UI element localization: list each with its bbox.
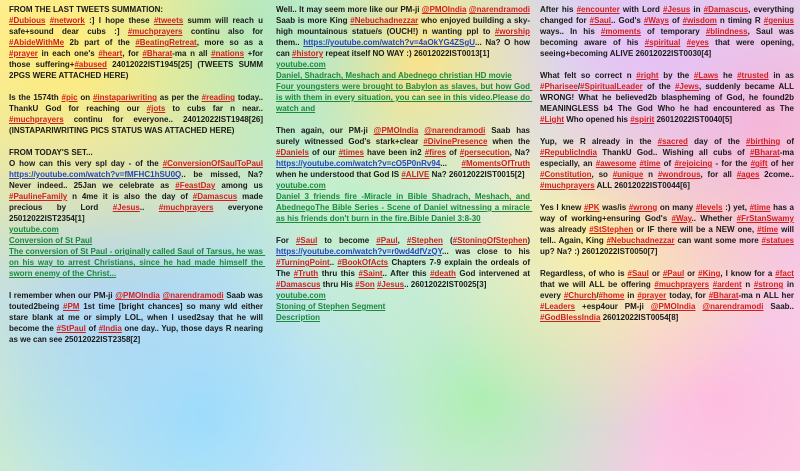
hashtag-link[interactable]: #Ways (643, 16, 669, 25)
hashtag-link[interactable]: #Way (671, 214, 692, 223)
hashtag-link[interactable]: #strong (753, 280, 784, 289)
hashtag-link[interactable]: #ConversionOfSaulToPaul (162, 159, 263, 168)
hashtag-link[interactable]: #DivinePresence (423, 137, 488, 146)
hashtag-link[interactable]: #birthing (746, 137, 781, 146)
hashtag-link[interactable]: #moments (600, 27, 641, 36)
hashtag-link[interactable]: #instapariwriting (92, 93, 157, 102)
hashtag-link[interactable]: #Paul (662, 269, 685, 278)
post-text: Well.. It may seem more like our PM-ji @PMOIndia @narendramodi Saab is more King #Nebuchadnezzar who enjoyed building a sky-high mountainous statue/s (OUCH!) n wanting ppl to #worship them.. https://youtube.com/watch?v=4aOkYG4ZSgU... Na? O how can #history repeat itself NO WAY :) 26012022IST0013[1] youtube.com Daniel, Shadrach, Meshach and Abednego christian HD movie Four youngsters were brought to Babylon as slaves, but how God is with them in every situation, you can see in this video.Please do watch and (276, 5, 533, 113)
hashtag-link[interactable]: #jots (146, 104, 166, 113)
hashtag-link[interactable]: #Jesus (663, 5, 691, 14)
link-card-line[interactable]: Conversion of St Paul (9, 236, 93, 245)
url-link[interactable]: https://youtube.com/watch?v=cO5P0nRv94 (276, 159, 441, 168)
post-saul-to-paul (276, 235, 533, 323)
hashtag-link[interactable]: #GodBlessIndia (540, 313, 601, 322)
hashtag-link[interactable]: #PK (583, 203, 600, 212)
hashtag-link[interactable]: #Paul (376, 236, 398, 245)
hashtag-link[interactable]: #tweets (153, 16, 184, 25)
hashtag-link[interactable]: #Nebuchadnezzar (350, 16, 419, 25)
hashtag-link[interactable]: #Pharisee (540, 82, 578, 91)
hashtag-link[interactable]: #muchprayers (654, 280, 710, 289)
hashtag-link[interactable]: #rejoicing (674, 159, 713, 168)
hashtag-link[interactable]: #Saul (627, 269, 649, 278)
hashtag-link[interactable]: #muchprayers (127, 27, 183, 36)
hashtag-link[interactable]: #Dubious (9, 16, 46, 25)
post-pk-wrong (540, 202, 797, 257)
hashtag-link[interactable]: @PMOIndia (373, 126, 419, 135)
hashtag-link[interactable]: #Damascus (192, 192, 238, 201)
hashtag-link[interactable]: #muchprayers (540, 181, 595, 190)
hashtag-link[interactable]: #BookOfActs (337, 258, 389, 267)
hashtag-link[interactable]: #time (749, 203, 771, 212)
hashtag-link[interactable]: #Saul (589, 16, 612, 25)
hashtag-link[interactable]: #PaulineFamily (9, 192, 68, 201)
url-link[interactable]: https://youtube.com/watch?v=4aOkYG4ZSgU (303, 38, 476, 47)
hashtag-link[interactable]: #AbideWithMe (9, 38, 65, 47)
post-summation (9, 4, 266, 81)
hashtag-link[interactable]: @PMOIndia (115, 291, 160, 300)
post-conversion-of-paul (9, 147, 266, 279)
post-daniels-fire (276, 125, 533, 224)
hashtag-link[interactable]: #Damascus (276, 280, 321, 289)
hashtag-link[interactable]: #ardent (712, 280, 742, 289)
column-left (9, 4, 266, 469)
hashtag-link[interactable]: #encounter (576, 5, 620, 14)
hashtag-link[interactable]: #prayer (637, 291, 667, 300)
hashtag-link[interactable]: #heart (98, 49, 123, 58)
hashtag-link[interactable]: @PMOIndia (421, 5, 467, 14)
hashtag-link[interactable]: #spiritual (644, 38, 681, 47)
link-card-line[interactable]: youtube.com (276, 291, 326, 300)
post-encounter-damascus (540, 4, 797, 59)
post-text: Regardless, of who is #Saul or #Paul or #King, I know for a #fact that we will ALL be offering #muchprayers #ardent n #strong in every #Church/#home in #prayer today, for #Bharat-ma n ALL her #Leaders +esp4our PM-ji @PMOIndia @narendramodi Saab.. #GodBlessIndia 26012022IST0054[8] (540, 269, 797, 322)
hashtag-link[interactable]: @narendramodi (468, 5, 530, 14)
hashtag-link[interactable]: #Bharat (749, 148, 780, 157)
hashtag-link[interactable]: #muchprayers (9, 115, 64, 124)
link-card-line[interactable]: youtube.com (276, 181, 326, 190)
hashtag-link[interactable]: #persecution (459, 148, 510, 157)
hashtag-link[interactable]: #unique (612, 170, 644, 179)
hashtag-link[interactable]: #PM (63, 302, 80, 311)
hashtag-link[interactable]: #pic (61, 93, 78, 102)
hashtag-link[interactable]: #Leaders (540, 302, 576, 311)
hashtag-link[interactable]: #BeatingRetreat (135, 38, 197, 47)
hashtag-link[interactable]: #Laws (693, 71, 719, 80)
hashtag-link[interactable]: #SpiritualLeader (580, 82, 643, 91)
link-card-line[interactable]: youtube.com (9, 225, 59, 234)
hashtag-link[interactable]: #sacred (657, 137, 688, 146)
column-right (540, 4, 797, 469)
post-st-paul-of-india (9, 290, 266, 345)
hashtag-link[interactable]: #wondrous (657, 170, 701, 179)
hashtag-link[interactable]: #time (757, 225, 779, 234)
hashtag-link[interactable]: #Son (355, 280, 375, 289)
hashtag-link[interactable]: #Nebuchadnezzar (606, 236, 675, 245)
hashtag-link[interactable]: #Bharat (142, 49, 173, 58)
hashtag-link[interactable]: #ages (736, 170, 760, 179)
hashtag-link[interactable]: #StoningOfStephen (452, 236, 528, 245)
hashtag-link[interactable]: #reading (201, 93, 235, 102)
hashtag-link[interactable]: #spirit (630, 115, 655, 124)
hashtag-link[interactable]: #StPaul (56, 324, 86, 333)
hashtag-link[interactable]: #India (98, 324, 122, 333)
hashtag-link[interactable]: #King (698, 269, 721, 278)
hashtag-link[interactable]: #network (49, 16, 85, 25)
hashtag-link[interactable]: @narendramodi (162, 291, 224, 300)
hashtag-link[interactable]: #prayer (9, 49, 38, 58)
hashtag-link[interactable]: #levels (695, 203, 723, 212)
post-text: For #Saul to become #Paul, #Stephen (#StoningOfStephen) https://youtube.com/watch?v=r0wd4dfVzQY... was close to his #TurningPoint.. #BookOfActs Chapters 7-9 explain the ordeals of The #Truth thru this #Saint.. After this #death God intervened at #Damascus thru His #Son #Jesus.. 26012022IST0025[3] youtube.com Stoning of Stephen Segment Description (276, 236, 533, 322)
post-text: Then again, our PM-ji @PMOIndia @narendramodi Saab has surely witnessed God's stark+clear #DivinePresence when the #Daniels of our #times have been in2 #fires of #persecution, Na? https://youtube.com/watch?v=cO5P0nRv94... #MomentsOfTruth when he understood that God IS #ALIVE Na? 26012022IST0015[2] youtube.com Daniel 3 friends fire -Miracle in Bible Shadrach, Meshach, and AbednegoThe Bible Series - Scene of Daniel witnessing a miracle as his friends don't burn in the fire.Bible Daniel 3:8-30 (276, 126, 533, 223)
hashtag-link[interactable]: #Stephen (406, 236, 443, 245)
link-card-line[interactable]: Daniel, Shadrach, Meshach and Abednego christian HD movie (276, 71, 512, 80)
hashtag-link[interactable]: #times (338, 148, 364, 157)
hashtag-link[interactable]: #MomentsOfTruth (461, 159, 530, 168)
hashtag-link[interactable]: #wrong (628, 203, 658, 212)
post-text: After his #encounter with Lord #Jesus in #Damascus, everything changed for #Saul.. God's #Ways of #wisdom n timing R #genius ways.. In his #moments of temporary #blindness, Saul was becoming aware of his #spiritual #eyes that were opening, seeing+becoming ALIVE 26012022IST0030[4] (540, 5, 797, 58)
hashtag-link[interactable]: #home (598, 291, 625, 300)
hashtag-link[interactable]: #Constitution (540, 170, 592, 179)
hashtag-link[interactable]: @narendramodi (424, 126, 486, 135)
link-card-line[interactable]: The conversion of St Paul - originally called Saul of Tarsus, he was on his way to arrest Christians, since he had made himself the sworn enemy of the Christ... (9, 247, 266, 278)
post-instapariwriting (9, 92, 266, 136)
hashtag-link[interactable]: #history (292, 49, 324, 58)
hashtag-link[interactable]: #Light (540, 115, 564, 124)
hashtag-link[interactable]: #fires (424, 148, 447, 157)
post-text: I remember when our PM-ji @PMOIndia @narendramodi Saab was touted2being #PM 1st time [bright chances] so many wld either stare blank at me or simply LOL, when I used2say that he will become the #StPaul of #India one day.. Yup, those days R nearing as we can see 25012022IST2358[2] (9, 291, 266, 344)
post-text: Yes I knew #PK was/is #wrong on many #levels :) yet, #time has a way of working+ensuring God's #Way.. Whether #FrStanSwamy was already #StStephen or IF there will be a NEW one, #time will tell.. Again, King #Nebuchadnezzar can want some more #statues up? Na? :) 26012022IST0050[7] (540, 203, 797, 256)
hashtag-link[interactable]: #FeastDay (175, 181, 216, 190)
post-text: What felt so correct n #right by the #Laws he #trusted in as #Pharisee/#SpiritualLeader of the #Jews, suddenly became ALL WRONG! What he believed2b blaspheming of God, he found2b MEANINGLESS b4 The God Who he had encountered as The #Light Who opened his #spirit 26012022IST0040[5] (540, 71, 797, 124)
hashtag-link[interactable]: #abused (74, 60, 107, 69)
hashtag-link[interactable]: #Bharat (708, 291, 739, 300)
hashtag-link[interactable]: #death (430, 269, 456, 278)
hashtag-link[interactable]: #Saul (295, 236, 318, 245)
hashtag-link[interactable]: #ALIVE (401, 170, 430, 179)
post-text: FROM TODAY'S SET... O how can this very spl day - of the #ConversionOfSaulToPaul https://youtube.com/watch?v=fMFHC1hSU0Q.. be missed, Na? Never indeed.. 25Jan we celebrate as #FeastDay among us #PaulineFamily n 4me it is also the day of #Damascus made precious by Lord #Jesus.. #muchprayers everyone 25012022IST2354[1] youtube.com Conversion of St Paul The conversion of St Paul - originally called Saul of Tarsus, he was on his way to arrest Christians, since he had made himself the sworn enemy of the Christ... (9, 148, 266, 278)
hashtag-link[interactable]: #awesome (595, 159, 637, 168)
hashtag-link[interactable]: #Jews (674, 82, 699, 91)
hashtag-link[interactable]: #Truth (293, 269, 319, 278)
hashtag-link[interactable]: @narendramodi (702, 302, 764, 311)
hashtag-link[interactable]: #StStephen (589, 225, 634, 234)
link-card-line[interactable]: Daniel 3 friends fire -Miracle in Bible Shadrach, Meshach, and AbednegoThe Bible Series - Scene of Daniel witnessing a miracle as his friends don't burn in the fire.Bible Daniel 3:8-30 (276, 192, 533, 223)
hashtag-link[interactable]: @PMOIndia (650, 302, 696, 311)
post-god-bless-india (540, 268, 797, 323)
hashtag-link[interactable]: #wisdom (682, 16, 717, 25)
hashtag-link[interactable]: #blindness (705, 27, 748, 36)
hashtag-link[interactable]: #time (639, 159, 661, 168)
column-middle (276, 4, 533, 469)
hashtag-link[interactable]: #eyes (686, 38, 709, 47)
post-text: FROM THE LAST TWEETS SUMMATION: #Dubious #network :] I hope these #tweets summ will reach u safe+sound dear cubs :] #muchprayers continu also for #AbideWithMe 2b part of the #BeatingRetreat, more so as a #prayer in each one's #heart, for #Bharat-ma n all #nations +for those suffering+#abused 24012022IST1945[25] (TWEETS SUMM 2PGS WERE ATTACHED HERE) (9, 5, 266, 80)
hashtag-link[interactable]: #RepublicIndia (540, 148, 597, 157)
hashtag-link[interactable]: #genius (763, 16, 794, 25)
hashtag-link[interactable]: #FrStanSwamy (736, 214, 794, 223)
hashtag-link[interactable]: #Church (563, 291, 597, 300)
url-link[interactable]: https://youtube.com/watch?v=fMFHC1hSU0Q (9, 170, 182, 179)
hashtag-link[interactable]: #gift (750, 159, 768, 168)
post-text: Is the 1574th #pic on #instapariwriting as per the #reading today.. ThankU God for reaching our #jots to cubs far n near.. #muchprayers continu for everyone.. 24012022IST1948[26] (INSTAPARIWRITING PICS STATUS WAS ATTACHED HERE) (9, 93, 266, 135)
hashtag-link[interactable]: #worship (494, 27, 530, 36)
hashtag-link[interactable]: #nations (211, 49, 245, 58)
post-republic-india (540, 136, 797, 191)
hashtag-link[interactable]: #Jesus (112, 203, 140, 212)
hashtag-link[interactable]: #Damascus (703, 5, 749, 14)
post-laws-pharisee (540, 70, 797, 125)
link-card-line[interactable]: youtube.com (276, 60, 326, 69)
url-link[interactable]: https://youtube.com/watch?v=r0wd4dfVzQY (276, 247, 443, 256)
hashtag-link[interactable]: #Jesus (376, 280, 405, 289)
post-text: Yup, we R already in the #sacred day of the #birthing of #RepublicIndia ThankU God.. Wishing all cubs of #Bharat-ma especially, an #awesome #time of #rejoicing - for the #gift of her #Constitution, so #unique n #wondrous, for all #ages 2come.. #muchprayers ALL 26012022IST0044[6] (540, 137, 797, 190)
hashtag-link[interactable]: #statues (761, 236, 794, 245)
hashtag-link[interactable]: #right (636, 71, 659, 80)
link-card-line[interactable]: Description (276, 313, 321, 322)
hashtag-link[interactable]: #muchprayers (158, 203, 214, 212)
link-card-line[interactable]: Four youngsters were brought to Babylon as slaves, but how God is with them in every situation, you can see in this video.Please do watch and (276, 82, 533, 113)
hashtag-link[interactable]: #Daniels (276, 148, 309, 157)
post-nebuchadnezzar (276, 4, 533, 114)
hashtag-link[interactable]: #Saint (358, 269, 383, 278)
hashtag-link[interactable]: #trusted (737, 71, 769, 80)
hashtag-link[interactable]: #fact (775, 269, 794, 278)
link-card-line[interactable]: Stoning of Stephen Segment (276, 302, 386, 311)
hashtag-link[interactable]: #TurningPoint (276, 258, 330, 267)
